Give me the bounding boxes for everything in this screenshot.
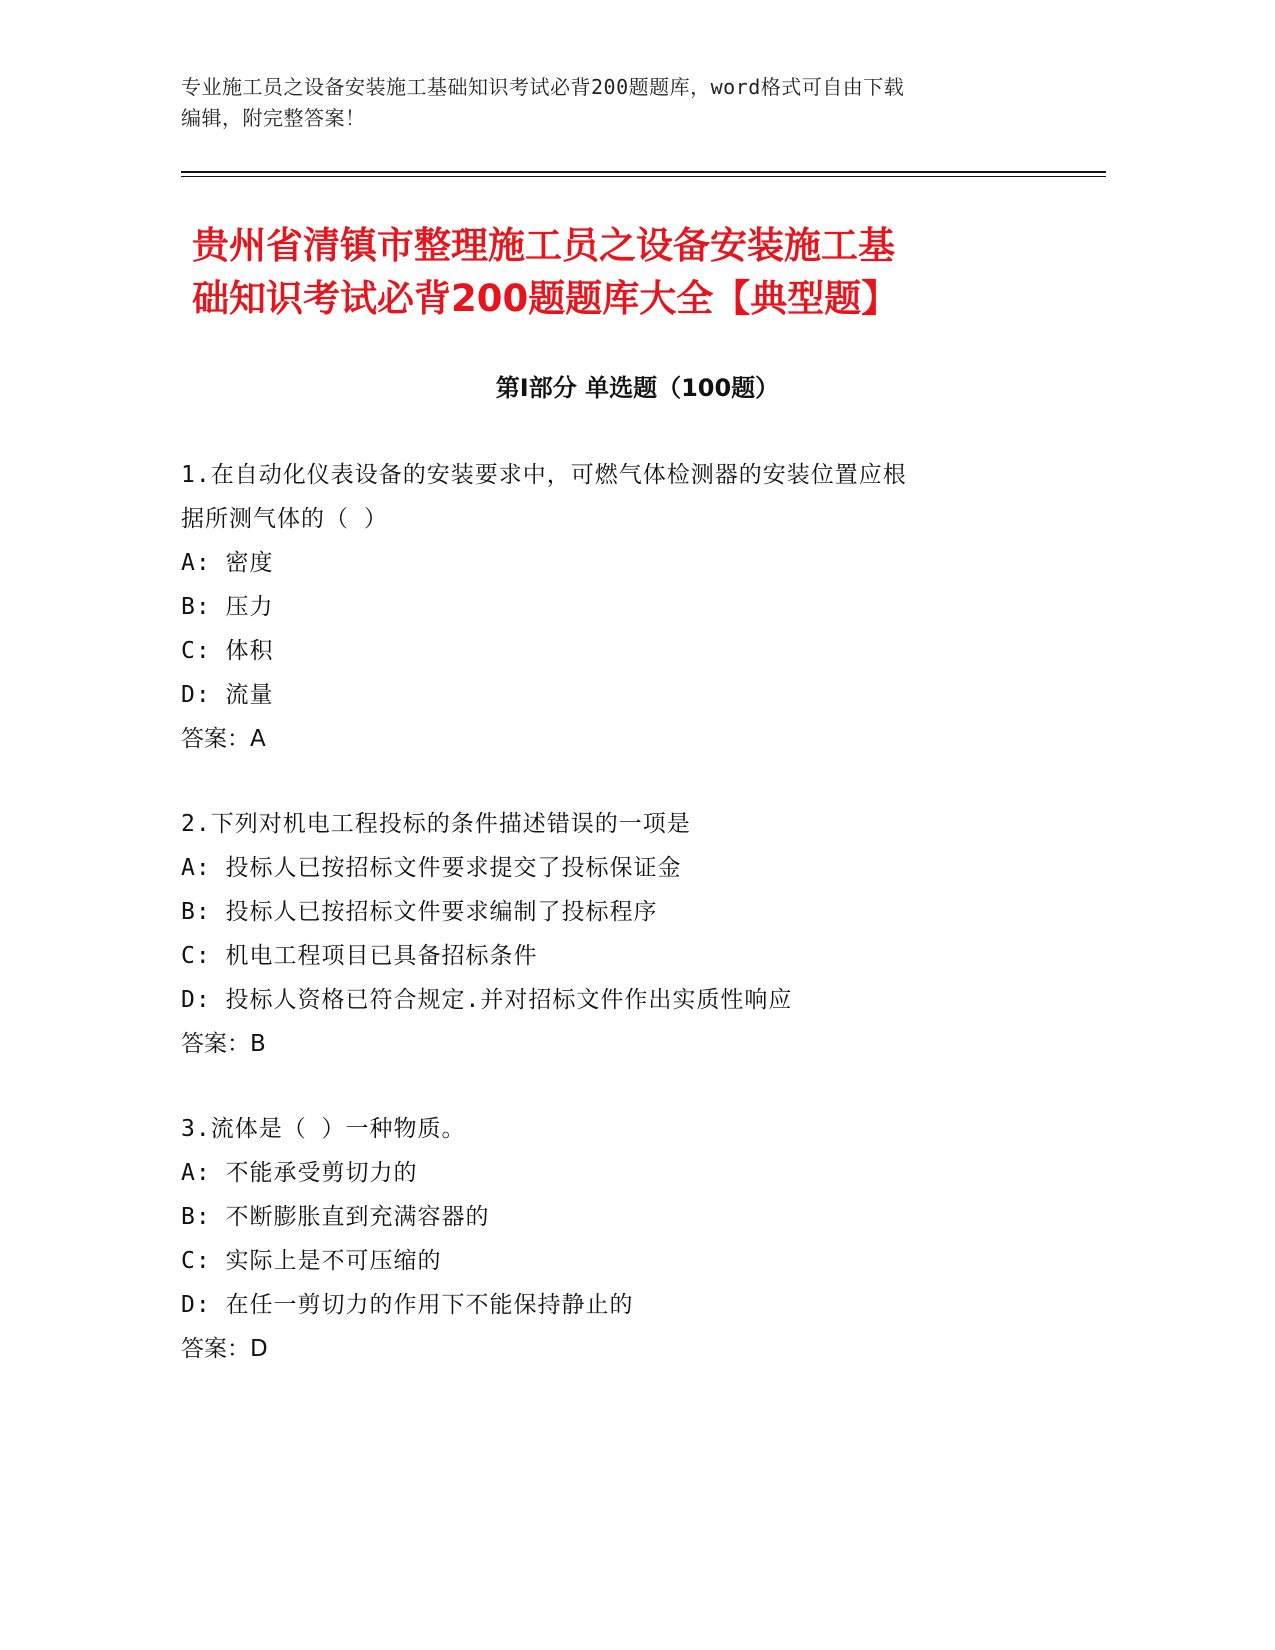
question-1-option-c: C: 体积 <box>181 638 274 664</box>
document-title-line-2: 础知识考试必背200题题库大全【典型题】 <box>192 277 899 320</box>
header-note-line-2: 编辑，附完整答案！ <box>181 106 366 130</box>
header-note-line-1: 专业施工员之设备安装施工基础知识考试必背200题题库，word格式可自由下载 <box>181 75 905 99</box>
question-2-option-c: C: 机电工程项目已具备招标条件 <box>181 943 538 969</box>
document-title <box>192 219 1052 325</box>
question-2-answer: 答案：B <box>181 1031 266 1057</box>
header-rule-thin <box>181 176 1106 177</box>
question-1-option-b: B: 压力 <box>181 594 274 620</box>
question-3-answer: 答案：D <box>181 1336 268 1362</box>
question-1-option-a: A: 密度 <box>181 550 274 576</box>
header-note <box>181 72 1061 134</box>
question-1 <box>181 453 1041 761</box>
question-2 <box>181 802 1041 1066</box>
question-3-option-a: A: 不能承受剪切力的 <box>181 1160 418 1186</box>
question-2-option-d: D: 投标人资格已符合规定.并对招标文件作出实质性响应 <box>181 987 793 1013</box>
question-3 <box>181 1107 1041 1371</box>
question-1-stem-line-2: 据所测气体的（ ） <box>181 506 388 532</box>
question-1-stem-line-1: 1.在自动化仪表设备的安装要求中，可燃气体检测器的安装位置应根 <box>181 462 907 488</box>
document-title-line-1: 贵州省清镇市整理施工员之设备安装施工基 <box>192 224 895 267</box>
question-3-option-d: D: 在任一剪切力的作用下不能保持静止的 <box>181 1292 634 1318</box>
question-1-option-d: D: 流量 <box>181 682 274 708</box>
question-3-stem: 3.流体是（ ）一种物质。 <box>181 1116 466 1142</box>
question-2-stem: 2.下列对机电工程投标的条件描述错误的一项是 <box>181 811 691 837</box>
question-3-option-b: B: 不断膨胀直到充满容器的 <box>181 1204 490 1230</box>
header-rule-thick <box>181 171 1106 173</box>
question-3-option-c: C: 实际上是不可压缩的 <box>181 1248 442 1274</box>
section-heading: 第I部分 单选题（100题） <box>495 374 780 402</box>
question-1-answer: 答案：A <box>181 726 266 752</box>
question-2-option-b: B: 投标人已按招标文件要求编制了投标程序 <box>181 899 658 925</box>
question-2-option-a: A: 投标人已按招标文件要求提交了投标保证金 <box>181 855 682 881</box>
